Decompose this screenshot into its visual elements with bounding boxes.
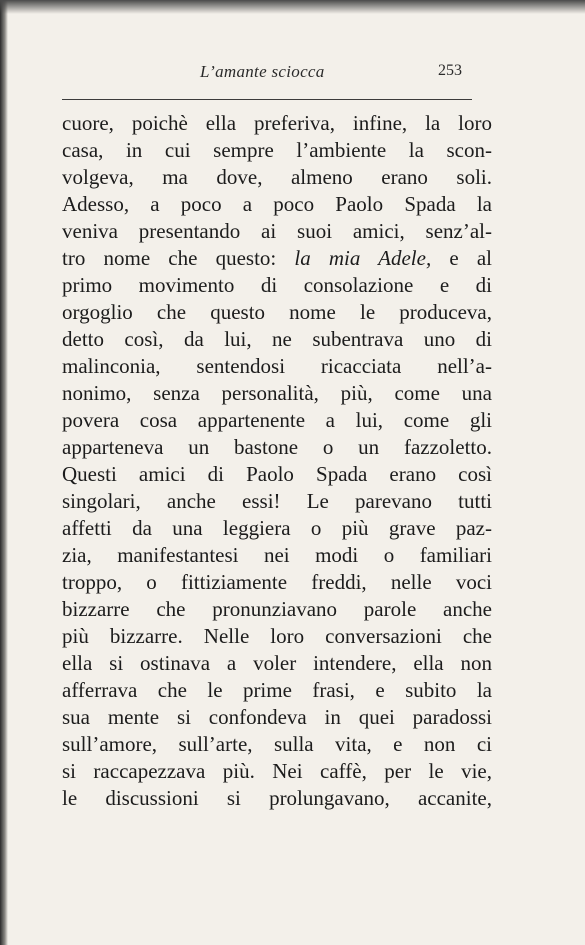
text-line: volgeva, ma dove, almeno erano soli. (62, 165, 492, 189)
text-line: apparteneva un bastone o un fazzoletto. (62, 435, 492, 459)
body-text (62, 110, 492, 812)
text-line: veniva presentando ai suoi amici, senz’al- (62, 219, 492, 243)
text-line: più bizzarre. Nelle loro conversazioni che (62, 624, 492, 648)
text-line: si raccapezzava più. Nei caffè, per le vie, (62, 759, 492, 783)
running-title: L’amante sciocca (200, 62, 325, 81)
text-line: malinconia, sentendosi ricacciata nell’a- (62, 354, 492, 378)
text-line: orgoglio che questo nome le produceva, (62, 300, 492, 324)
text-line: primo movimento di consolazione e di (62, 273, 492, 297)
text-line: zia, manifestantesi nei modi o familiari (62, 543, 492, 567)
text-segment: e al (431, 246, 492, 270)
text-line: Adesso, a poco a poco Paolo Spada la (62, 192, 492, 216)
text-line: detto così, da lui, ne subentrava uno di (62, 327, 492, 351)
text-line: sua mente si confondeva in quei paradossi (62, 705, 492, 729)
text-line: troppo, o fittiziamente freddi, nelle voci (62, 570, 492, 594)
text-line: casa, in cui sempre l’ambiente la scon- (62, 138, 492, 162)
text-line: bizzarre che pronunziavano parole anche (62, 597, 492, 621)
text-line: Questi amici di Paolo Spada erano così (62, 462, 492, 486)
text-line: cuore, poichè ella preferiva, infine, la loro (62, 111, 492, 135)
text-line: affetti da una leggiera o più grave paz- (62, 516, 492, 540)
text-segment: tro nome che questo: (62, 246, 295, 270)
text-line: sull’amore, sull’arte, sulla vita, e non ci (62, 732, 492, 756)
text-line: nonimo, senza personalità, più, come una (62, 381, 492, 405)
text-line-with-italic (62, 245, 492, 272)
text-line: ella si ostinava a voler intendere, ella non (62, 651, 492, 675)
text-line: le discussioni si prolungavano, accanite, (62, 786, 492, 810)
page-number: 253 (438, 62, 462, 79)
text-line: singolari, anche essi! Le parevano tutti (62, 489, 492, 513)
text-line: afferrava che le prime frasi, e subito la (62, 678, 492, 702)
header-rule (62, 99, 472, 100)
text-line: povera cosa appartenente a lui, come gli (62, 408, 492, 432)
italic-phrase: la mia Adele, (294, 246, 432, 270)
